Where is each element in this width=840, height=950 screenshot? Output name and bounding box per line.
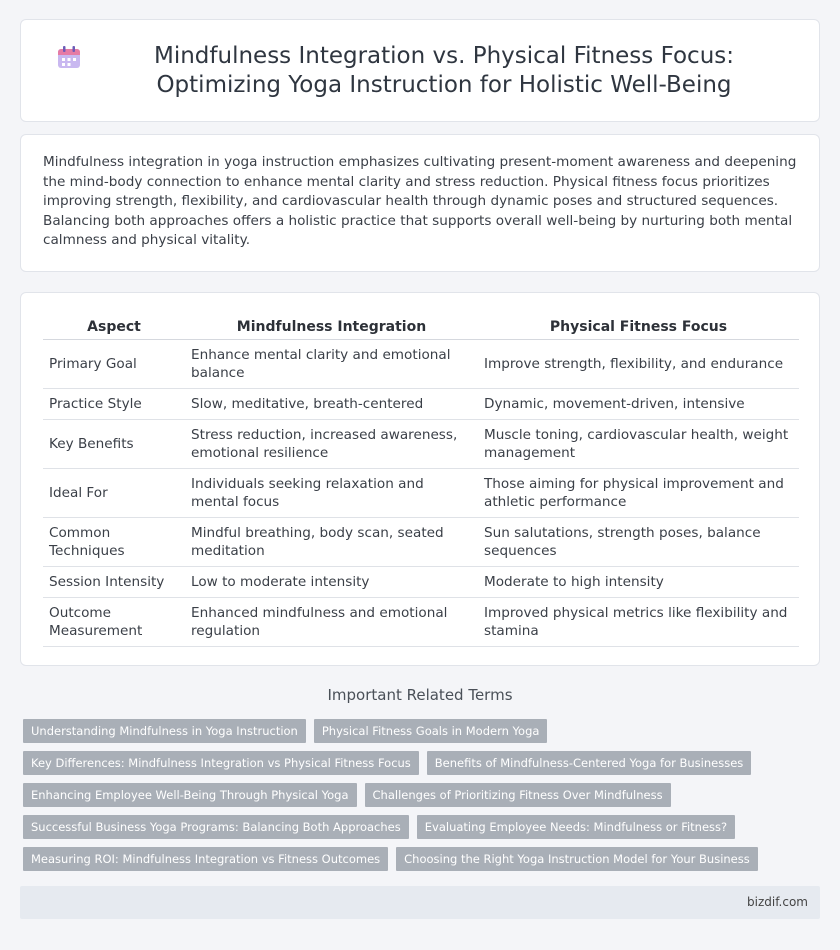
column-header-aspect: Aspect xyxy=(43,315,185,340)
comparison-card xyxy=(20,292,820,666)
aspect-cell: Common Techniques xyxy=(43,518,185,567)
tag-row xyxy=(23,847,823,871)
related-term-tag[interactable]: Choosing the Right Yoga Instruction Model for Your Business xyxy=(396,847,758,871)
calendar-icon xyxy=(56,44,82,70)
related-term-tag[interactable]: Physical Fitness Goals in Modern Yoga xyxy=(314,719,548,743)
related-terms-list xyxy=(23,719,823,879)
fitness-cell: Those aiming for physical improvement and athletic performance xyxy=(478,469,799,518)
mindfulness-cell: Enhanced mindfulness and emotional regulation xyxy=(185,598,478,647)
table-header-row xyxy=(43,315,799,340)
tag-row xyxy=(23,815,823,839)
related-term-tag[interactable]: Successful Business Yoga Programs: Balancing Both Approaches xyxy=(23,815,409,839)
related-term-tag[interactable]: Challenges of Prioritizing Fitness Over Mindfulness xyxy=(365,783,671,807)
related-term-tag[interactable]: Key Differences: Mindfulness Integration vs Physical Fitness Focus xyxy=(23,751,419,775)
related-term-tag[interactable]: Understanding Mindfulness in Yoga Instruction xyxy=(23,719,306,743)
fitness-cell: Dynamic, movement-driven, intensive xyxy=(478,389,799,420)
mindfulness-cell: Stress reduction, increased awareness, emotional resilience xyxy=(185,420,478,469)
related-term-tag[interactable]: Evaluating Employee Needs: Mindfulness or Fitness? xyxy=(417,815,735,839)
aspect-cell: Ideal For xyxy=(43,469,185,518)
comparison-table xyxy=(43,315,799,647)
table-row xyxy=(43,389,799,420)
fitness-cell: Improve strength, flexibility, and endurance xyxy=(478,340,799,389)
related-terms-title: Important Related Terms xyxy=(327,686,513,704)
mindfulness-cell: Slow, meditative, breath-centered xyxy=(185,389,478,420)
aspect-cell: Key Benefits xyxy=(43,420,185,469)
footer xyxy=(20,886,820,919)
tag-row xyxy=(23,783,823,807)
aspect-cell: Outcome Measurement xyxy=(43,598,185,647)
mindfulness-cell: Individuals seeking relaxation and mental focus xyxy=(185,469,478,518)
mindfulness-cell: Mindful breathing, body scan, seated meditation xyxy=(185,518,478,567)
tag-row xyxy=(23,751,823,775)
table-row xyxy=(43,598,799,647)
related-term-tag[interactable]: Measuring ROI: Mindfulness Integration vs Fitness Outcomes xyxy=(23,847,388,871)
fitness-cell: Muscle toning, cardiovascular health, weight management xyxy=(478,420,799,469)
fitness-cell: Improved physical metrics like flexibility and stamina xyxy=(478,598,799,647)
related-term-tag[interactable]: Benefits of Mindfulness-Centered Yoga for Businesses xyxy=(427,751,751,775)
page-title: Mindfulness Integration vs. Physical Fitness Focus: Optimizing Yoga Instruction for Holistic Well-Being xyxy=(153,42,735,98)
tag-row xyxy=(23,719,823,743)
mindfulness-cell: Enhance mental clarity and emotional balance xyxy=(185,340,478,389)
fitness-cell: Sun salutations, strength poses, balance sequences xyxy=(478,518,799,567)
mindfulness-cell: Low to moderate intensity xyxy=(185,567,478,598)
table-row xyxy=(43,567,799,598)
related-term-tag[interactable]: Enhancing Employee Well-Being Through Physical Yoga xyxy=(23,783,357,807)
table-row xyxy=(43,518,799,567)
fitness-cell: Moderate to high intensity xyxy=(478,567,799,598)
table-row xyxy=(43,469,799,518)
header-card xyxy=(20,19,820,122)
column-header-fitness: Physical Fitness Focus xyxy=(478,315,799,340)
table-row xyxy=(43,340,799,389)
column-header-mindfulness: Mindfulness Integration xyxy=(185,315,478,340)
aspect-cell: Primary Goal xyxy=(43,340,185,389)
table-row xyxy=(43,420,799,469)
intro-text: Mindfulness integration in yoga instruction emphasizes cultivating present-moment awareness and deepening the mind-body connection to enhance mental clarity and stress reduction. Physical fitness focus prioritizes improving strength, flexibility, and cardiovascular health through dynamic poses and structured sequences. Balancing both approaches offers a holistic practice that supports overall well-being by nurturing both mental calmness and physical vitality. xyxy=(43,154,797,249)
footer-site-link[interactable]: bizdif.com xyxy=(747,895,808,909)
intro-card xyxy=(20,134,820,272)
aspect-cell: Session Intensity xyxy=(43,567,185,598)
aspect-cell: Practice Style xyxy=(43,389,185,420)
